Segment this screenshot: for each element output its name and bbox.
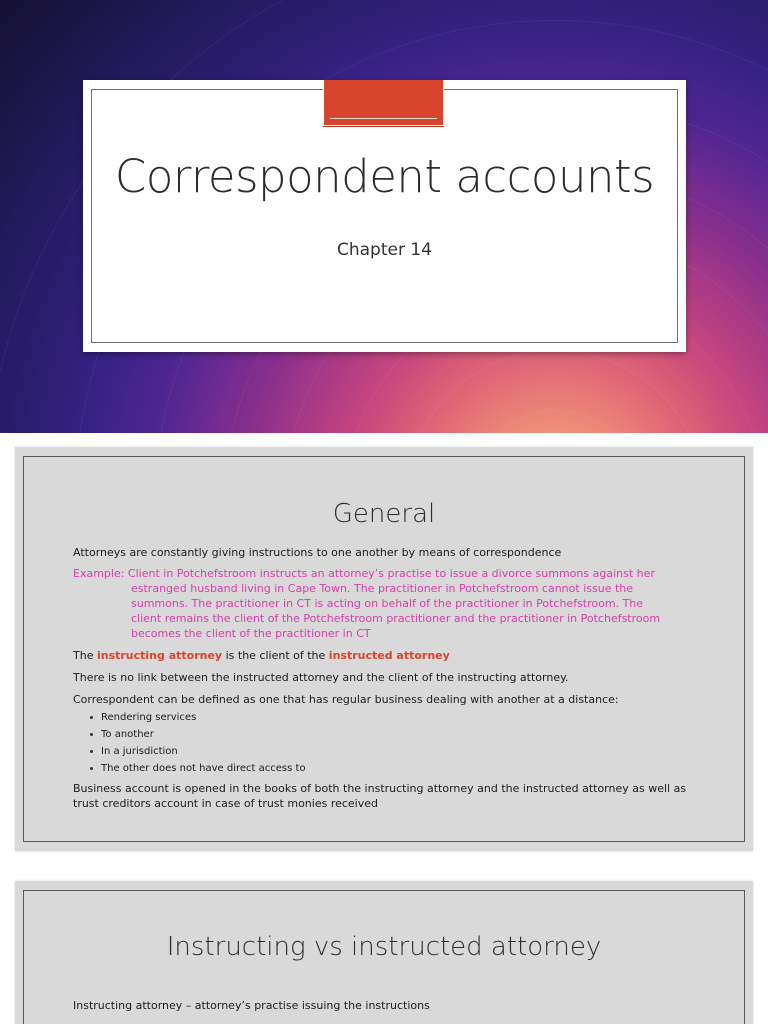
definition-paragraph: Correspondent can be defined as one that has regular business dealing with another at a distance:	[73, 693, 619, 706]
instructed-attorney-term: instructed attorney	[328, 649, 450, 662]
business-account-line: Business account is opened in the books of both the instructing attorney and the instructed attorney as well as	[73, 782, 687, 795]
definition-bullet-list	[89, 709, 306, 777]
title-slide	[0, 0, 768, 433]
instructing-definition: Instructing attorney – attorney’s practise issuing the instructions	[73, 999, 430, 1012]
example-line: becomes the client of the practitioner in CT	[131, 627, 371, 640]
client-sentence-text: The	[73, 649, 97, 662]
example-line: Example: Client in Potchefstroom instructs an attorney’s practise to issue a divorce summons against her	[73, 567, 655, 580]
client-sentence-text: is the client of the	[222, 649, 329, 662]
client-sentence	[73, 648, 450, 663]
bullet-item: In a jurisdiction	[89, 743, 306, 760]
example-line: client remains the client of the Potchefstroom practitioner and the practitioner in Potchefstroom	[131, 612, 661, 625]
title-card	[83, 80, 686, 352]
accent-tab	[323, 80, 444, 126]
bullet-item: The other does not have direct access to	[89, 760, 306, 777]
no-link-paragraph: There is no link between the instructed attorney and the client of the instructing attorney.	[73, 671, 569, 684]
instructing-attorney-term: instructing attorney	[96, 649, 223, 662]
bullet-item: Rendering services	[89, 709, 306, 726]
title-card-border	[91, 89, 678, 343]
business-account-line: trust creditors account in case of trust monies received	[73, 797, 378, 810]
slide-subtitle: Chapter 14	[336, 240, 432, 260]
example-paragraph	[73, 566, 660, 641]
slide-heading: Instructing vs instructed attorney	[166, 932, 602, 962]
example-line: estranged husband living in Cape Town. The practitioner in Potchefstroom cannot issue the	[131, 582, 634, 595]
slide-heading: General	[332, 499, 436, 529]
bullet-item: To another	[89, 726, 306, 743]
instructing-slide	[15, 881, 753, 1024]
example-line: summons. The practitioner in CT is acting on behalf of the practitioner in Potchefstroom. The	[131, 597, 644, 610]
general-slide	[15, 447, 753, 851]
slide-title: Correspondent accounts	[114, 150, 655, 203]
intro-paragraph: Attorneys are constantly giving instructions to one another by means of correspondence	[73, 546, 562, 559]
